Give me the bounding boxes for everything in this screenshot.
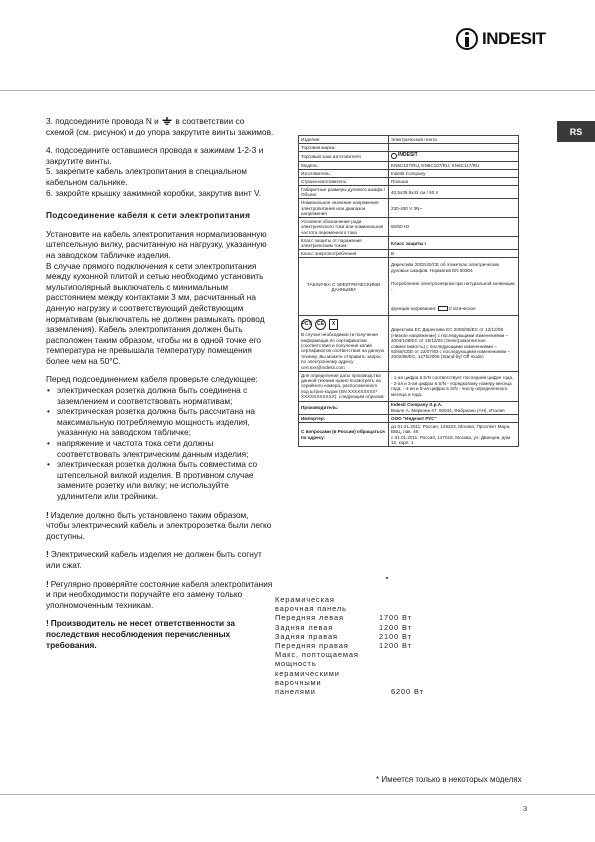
step-4: 4. подсоедините оставшиеся провода к зажимам 1-2-3 и закрутите винты. xyxy=(46,145,264,166)
table-row: Торговый знак изготовителя INDESIT xyxy=(299,152,519,162)
table-row: Торговая марка: xyxy=(299,144,519,152)
manufacturer-logo: INDESIT xyxy=(391,153,418,159)
bottom-rule xyxy=(0,794,595,795)
weee-bin-icon: X xyxy=(329,319,338,330)
indesit-logo-icon xyxy=(391,153,397,159)
table-row: Для определения даты производства данной техники нужно посмотреть на серийного номера, расположенного под штрих-кодом (SN XXXXXXXXX* XXXXXXXXXXX), следующим образом: - 1-ая цифра в S/N соответствует последней цифре года, - 2-ая и 3-ая цифры в S/N - порядковому номеру месяца года, - 4-ая и 5-ая цифры в S/N - числу определенного месяца и года. xyxy=(299,371,519,401)
step-5: 5. закрепите кабель электропитания в специальном кабельном сальнике. xyxy=(46,166,247,187)
table-row: Импортер: ООО "Индезит РУС" xyxy=(299,414,519,422)
installation-text xyxy=(46,116,274,658)
section-heading: Подсоединение кабеля к сети электропитания xyxy=(46,210,251,221)
footnote: * Имеется только в некоторых моделях xyxy=(376,775,522,784)
brand-name: INDESIT xyxy=(482,29,546,48)
table-row: Номинальное значение напряжения электропитания или диапазон напряжения 230-400 V 3N~ xyxy=(299,199,519,218)
list-item: • электрическая розетка должна быть соединена с заземлением и соответствовать нормативам; xyxy=(46,385,274,406)
list-item: • электрическая розетка должна быть совместима со штепсельной вилкой изделия. В противном случае замените розетку или вилку; не используйте удлинители или тройники. xyxy=(46,459,274,501)
list-item: Передняя левая 1700 Вт xyxy=(275,613,412,623)
direct-connection-paragraph: В случае прямого подключения к сети электропитания между кухонной плитой и сетью необходимо установить мультиполярный выключатель с минимальным расстоянием между контактами 3 мм, расчитанный на данную нагрузку и соответствующий действующим нормативам (выключатель не должен размыкать провод заземления). Кабель электропитания должен быть расположен таким образом, чтобы ни в одной точке его температура не превышала температуру помещения более чем на 50°C. xyxy=(46,260,265,366)
table-row: Класс энергопотребления B xyxy=(299,250,519,258)
table-row: Класс защиты от поражения электрическим током: Класс защиты I xyxy=(299,237,519,250)
certification-marks xyxy=(301,317,386,332)
check-list xyxy=(46,385,274,502)
check-intro: Перед подсоединением кабеля проверьте следующее: xyxy=(46,374,258,385)
ground-icon xyxy=(162,117,172,125)
list-item: Задняя правая 2100 Вт xyxy=(275,631,412,641)
table-row: Изготовитель: Indesit Company xyxy=(299,170,519,178)
table-row: ТАБЛИЧКА С ЭЛЕКТРИЧЕСКИМИ ДАННЫМИ Директива 2002/40/CE об этикетках электрических духовых шкафов. Норматив EN 50304 Потребление электроэнергии при натуральной конвекции - функция нагревания: Статическое xyxy=(299,258,519,316)
list-item: • электрическая розетка должна быть рассчитана на максимальную потребляемую мощность изделия, указанную на заводском табличке; xyxy=(46,406,274,438)
step-6: 6. закройте крышку зажимной коробки, закрутив винт V. xyxy=(46,187,262,198)
warning-mark: ! xyxy=(46,578,49,589)
indesit-logo-icon xyxy=(456,28,478,50)
indesit-logo xyxy=(456,28,546,50)
list-item: Передняя правая 1200 Вт xyxy=(275,641,412,651)
list-item: панелями 6200 Вт xyxy=(275,687,424,697)
pct-mark-icon: PCT xyxy=(301,319,312,330)
table-row: Условное обозначение рода электрического тока или номинальная частота переменного тока 50/60 Hz xyxy=(299,218,519,237)
language-tab[interactable]: RS xyxy=(557,121,595,142)
table-row: Производитель: Indesit Company S.p.A. Виале А. Меркони 47, 60044, Фабриано (АН), Италия xyxy=(299,401,519,414)
table-row: Изделие: Электрическая плита xyxy=(299,136,519,144)
warning-mark: ! xyxy=(46,509,49,520)
warning-mark: ! xyxy=(46,549,49,560)
table-row: С вопросами (в России) обращаться по адресу: до 01.01.2011: Россия, 129223, Москва, Проспект Мира, ВВЦ, пав. 46 с 01.01.2011: Россия, 127018, Москва, ул. Двинцев, дом 12, корп. 1 xyxy=(299,422,519,446)
step-3: 3. подсоедините провода N и в соответствии со схемой (см. рисунок) и до упора закрутите винты зажимов. xyxy=(46,116,274,137)
table-row: PCT CE X В случае необходимости получения информации по сертификатам (соответствия и получения копий сертификатов соответствия на данную технику. Вы можете отправить запрос по электронному адресу cert.sxx@indesit.com Директива ЕС Директива ЕС 2006/95/ЕС от 12/12/06 (Низкое напряжение) с последующими изменениями – 2004/108/ЕС от 15/12/04 (Электромагнитная совместимость) с последующими изменениями – 93/68/CEE от 22/07/93 с последующими изменениями – 2002/96/ЕС, 1275/2008 (Stand-by/ Off mode) xyxy=(299,316,519,371)
bullet-dot xyxy=(386,577,388,579)
ce-mark-icon: CE xyxy=(315,319,326,330)
warning-accessible: ! Изделие должно быть установлено таким образом, чтобы электрический кабель и электророзетка были легко доступны. xyxy=(46,509,272,541)
hob-power-list: Керамическая варочная панель Передняя левая 1700 Вт Задняя левая 1200 Вт Задняя правая 2100 Вт Передняя правая 1200 Вт Макс. поптощаемая мощность керамическими варочными панелями 6200 Вт xyxy=(275,595,519,696)
electrical-data-table xyxy=(298,135,519,447)
page-number: 3 xyxy=(523,804,528,813)
plug-paragraph: Установите на кабель электропитания нормализованную штепсельную вилку, расчитанную на нагрузку, указанную на заводском табличке изделия. xyxy=(46,228,267,260)
warning-responsibility: ! Производитель не несет ответственности за последствия несоблюдения перечисленных требования. xyxy=(46,618,236,650)
warning-check-cable: ! Регулярно проверяйте состояние кабеля электропитания и при необходимости поручайте его замену только уполномоченным техникам. xyxy=(46,578,273,610)
table-row: Модель: KN6C107/RU, KN6C107/RU, KN6C117/RU xyxy=(299,162,519,170)
table-row: Габаритные размеры духового шкафа / Объем: 40,5х39,5х42 см / 60 л xyxy=(299,186,519,199)
list-item: варочная панель xyxy=(275,604,347,614)
oven-static-icon xyxy=(438,306,448,311)
top-rule xyxy=(0,90,595,91)
list-item: • напряжение и частота тока сети должны соответствовать электрическим данным изделия; xyxy=(46,438,274,459)
table-row: Страна-изготовитель: Польша xyxy=(299,178,519,186)
warning-mark: ! xyxy=(46,618,49,629)
list-item: Задняя левая 1200 Вт xyxy=(275,622,412,632)
warning-cable-bent: ! Электрический кабель изделия не должен быть согнут или сжат. xyxy=(46,549,262,570)
